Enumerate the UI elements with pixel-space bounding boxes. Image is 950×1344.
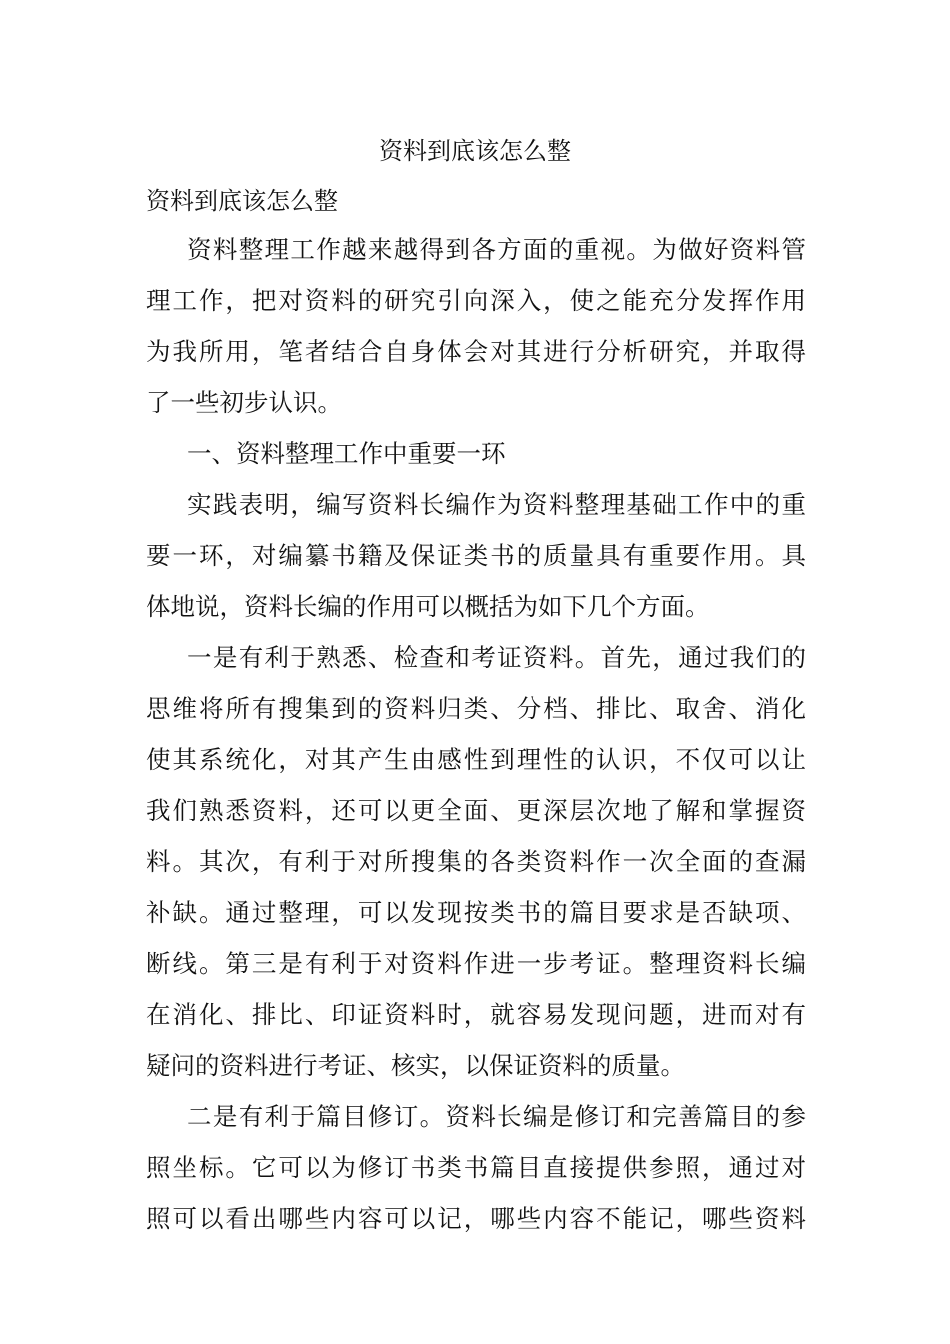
paragraph-line: 理工作，把对资料的研究引向深入，使之能充分发挥作用 (146, 286, 806, 315)
paragraph-line: 思维将所有搜集到的资料归类、分档、排比、取舍、消化 (146, 694, 806, 723)
paragraph-line: 照坐标。它可以为修订书类书篇目直接提供参照，通过对 (146, 1153, 806, 1182)
paragraph-line: 二是有利于篇目修订。资料长编是修订和完善篇目的参 (187, 1102, 806, 1131)
paragraph-line: 了一些初步认识。 (146, 388, 342, 417)
section-heading: 一、资料整理工作中重要一环 (187, 439, 506, 468)
paragraph-line: 补缺。通过整理，可以发现按类书的篇目要求是否缺项、 (146, 898, 806, 927)
paragraph-line: 我们熟悉资料，还可以更全面、更深层次地了解和掌握资 (146, 796, 806, 825)
paragraph-line: 体地说，资料长编的作用可以概括为如下几个方面。 (146, 592, 710, 621)
paragraph-line: 使其系统化，对其产生由感性到理性的认识，不仅可以让 (146, 745, 806, 774)
paragraph-line: 料。其次，有利于对所搜集的各类资料作一次全面的查漏 (146, 847, 806, 876)
paragraph-line: 照可以看出哪些内容可以记，哪些内容不能记，哪些资料 (146, 1204, 806, 1233)
document-subtitle: 资料到底该怎么整 (146, 187, 338, 215)
paragraph-line: 要一环，对编纂书籍及保证类书的质量具有重要作用。具 (146, 541, 806, 570)
paragraph-line: 在消化、排比、印证资料时，就容易发现问题，进而对有 (146, 1000, 806, 1029)
paragraph-line: 资料整理工作越来越得到各方面的重视。为做好资料管 (187, 235, 806, 264)
paragraph-line: 实践表明，编写资料长编作为资料整理基础工作中的重 (187, 490, 806, 519)
paragraph-line: 疑问的资料进行考证、核实，以保证资料的质量。 (146, 1051, 685, 1080)
paragraph-line: 为我所用，笔者结合自身体会对其进行分析研究，并取得 (146, 337, 806, 366)
paragraph-line: 一是有利于熟悉、检查和考证资料。首先，通过我们的 (187, 643, 806, 672)
document-title: 资料到底该怎么整 (379, 137, 571, 165)
paragraph-line: 断线。第三是有利于对资料作进一步考证。整理资料长编 (146, 949, 806, 978)
